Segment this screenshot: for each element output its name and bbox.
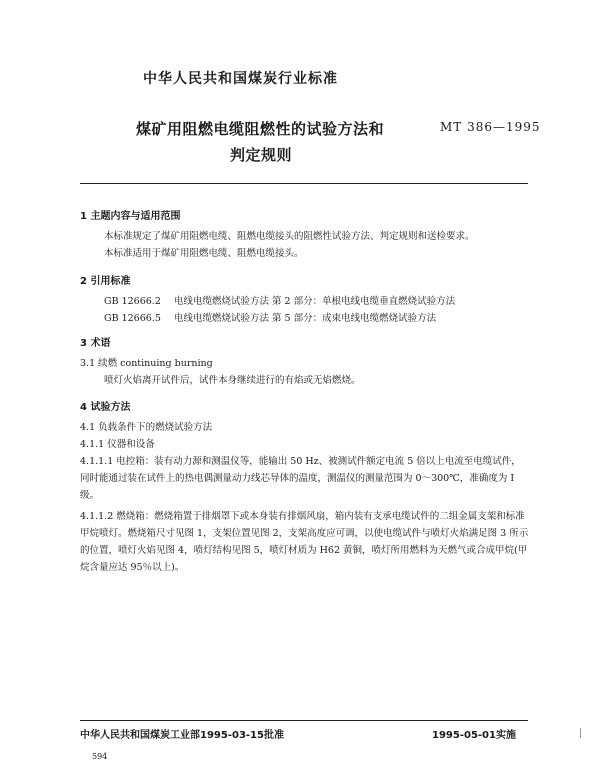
- header-rule: [80, 183, 528, 184]
- section-2-heading: 2 引用标准: [80, 276, 131, 287]
- term-3-1-definition: 喷灯火焰离开试件后，试件本身继续进行的有焰或无焰燃烧。: [104, 375, 361, 386]
- page-number: 594: [92, 752, 108, 761]
- clause-4-1-heading: 4.1 负载条件下的燃烧试验方法: [80, 422, 213, 433]
- reference-1-code: GB 12666.2: [104, 296, 161, 307]
- standard-code: MT 386—1995: [440, 120, 541, 134]
- footer-rule: [80, 720, 528, 721]
- effective-date: 1995-05-01实施: [432, 730, 516, 741]
- issuer-heading: 中华人民共和国煤炭行业标准: [143, 71, 338, 87]
- section-1-para-1: 本标准规定了煤矿用阻燃电缆、阻燃电缆接头的阻燃性试验方法、判定规则和送检要求。: [104, 231, 475, 242]
- section-1-heading: 1 主题内容与适用范围: [80, 211, 181, 222]
- term-3-1: 3.1 续燃 continuing burning: [80, 358, 213, 369]
- clause-4-1-1-1-text: 4.1.1.1 电控箱：装有动力源和测温仪等，能输出 50 Hz、被测试件额定电流 5 倍以上电流至电缆试件，同时能通过装在试件上的热电偶测量动力线芯导体的温度，测温仪的测量范围为 0～300℃，准确度为 I 级。: [80, 456, 521, 501]
- reference-2-code: GB 12666.5: [104, 313, 161, 324]
- reference-2-title: 电线电缆燃烧试验方法 第 5 部分：成束电线电缆燃烧试验方法: [174, 313, 437, 324]
- scan-edge-mark: [580, 728, 581, 738]
- reference-1-title: 电线电缆燃烧试验方法 第 2 部分：单根电线电缆垂直燃烧试验方法: [174, 296, 456, 307]
- clause-4-1-1-2-text: 4.1.1.2 燃烧箱：燃烧箱置于排烟罩下或本身装有排烟风扇，箱内装有支承电缆试件的二组金属支架和标准甲烷喷灯。燃烧箱尺寸见图 1，支架位置见图 2，支架高度应可调，以使电缆试件与喷灯火焰满足图 3 所示的位置，喷灯火焰见图 4，喷灯结构见图 5，喷灯材质为 H62 黄铜，喷灯所用燃料为天燃气或合成甲烷(甲烷含量应达 95％以上)。: [80, 511, 529, 573]
- section-1-para-2: 本标准适用于煤矿用阻燃电缆、阻燃电缆接头。: [104, 248, 304, 259]
- section-4-heading: 4 试验方法: [80, 402, 131, 413]
- document-title-line2: 判定规则: [230, 146, 293, 164]
- section-3-heading: 3 术语: [80, 338, 111, 349]
- document-title-line1: 煤矿用阻燃电缆阻燃性的试验方法和: [136, 120, 385, 138]
- clause-4-1-1-heading: 4.1.1 仪器和设备: [80, 439, 155, 450]
- approval-line: 中华人民共和国煤炭工业部1995-03-15批准: [80, 730, 284, 741]
